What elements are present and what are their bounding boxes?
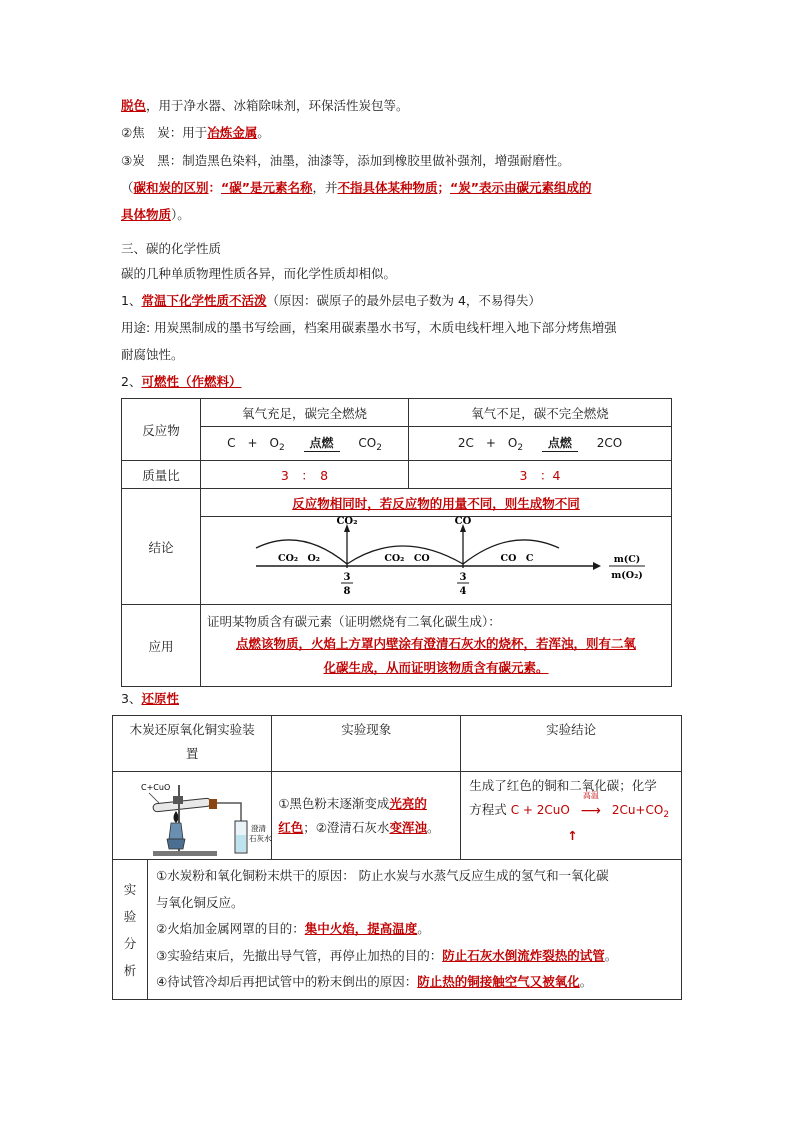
region-1-label: CO₂ O₂ — [278, 552, 320, 564]
eq2-left: 2C + O — [457, 436, 518, 450]
application-red-1 — [207, 631, 665, 657]
side-char-4: 析 — [123, 962, 137, 978]
analysis-side-label — [113, 860, 148, 1000]
analysis-4-end: 。 — [579, 974, 593, 990]
apparatus-diagram — [113, 773, 272, 859]
analysis-cell — [148, 860, 682, 1000]
combustion-table — [121, 398, 672, 687]
conclusion-text-cell — [201, 489, 672, 517]
region-2-label: CO₂ CO — [384, 552, 430, 564]
eq2-right: 2CO — [596, 436, 623, 450]
axis-arrowhead — [593, 562, 601, 570]
decolor-term: 脱色 — [121, 98, 147, 113]
phen-text-3: 。 — [426, 819, 440, 835]
analysis-4-text: ④待试管冷却后再把试管中的粉末倒出的原因： — [156, 974, 418, 990]
analysis-3 — [156, 943, 673, 970]
limewater-fill — [236, 835, 246, 852]
phen-text-2: ；②澄清石灰水 — [303, 819, 390, 835]
apparatus-cell — [113, 772, 272, 860]
tick-2-numerator: 3 — [459, 571, 467, 583]
analysis-1-line-1: ①水炭粉和氧化铜粉末烘干的原因： 防止水炭与水蒸气反应生成的氢气和一氧化碳 — [156, 868, 609, 884]
property-3 — [121, 690, 179, 708]
note-part-2: 不指具体某种物质 — [337, 180, 438, 195]
apparatus-label-limewater-1: 澄清 — [251, 823, 266, 833]
concl-equation-label: 方程式 — [469, 802, 507, 817]
head-conclusion: 实验结论 — [461, 716, 682, 772]
analysis-1-line-2: 与氧化铜反应。 — [156, 894, 244, 910]
concl-gas-arrow: ↑ — [567, 828, 578, 843]
stand-base-icon — [153, 851, 217, 856]
analysis-3-end: 。 — [604, 947, 618, 963]
head-apparatus-l2: 置 — [185, 746, 199, 761]
row-label-application: 应用 — [122, 605, 201, 687]
axis-denominator: m(O₂) — [611, 569, 643, 581]
property-2-title: 可燃性（作燃料） — [141, 374, 242, 389]
concl-eq-right: 2Cu+CO — [611, 803, 664, 817]
reduction-table — [112, 715, 682, 1000]
application-line: 证明某物质含有碳元素（证明燃烧有二氧化碳生成）： — [207, 613, 501, 629]
property-2 — [121, 373, 241, 391]
concl-eq-condition: 高温 — [582, 790, 599, 800]
apparatus-label-c-cuo: C+CuO — [141, 782, 171, 792]
tick-1-denominator: 8 — [343, 585, 351, 597]
note-part-1: “碳”是元素名称 — [221, 180, 313, 195]
analysis-2-text: ②火焰加金属网罩的目的： — [156, 921, 305, 937]
property-3-num: 3、 — [121, 691, 142, 706]
concl-eq-left: C + 2CuO — [510, 803, 570, 817]
equation-complete — [201, 427, 409, 461]
eq2-condition — [531, 434, 589, 452]
note-part-4: 具体物质 — [121, 207, 172, 222]
col-head-complete: 氧气充足，碳完全燃烧 — [201, 399, 409, 427]
label-co2-top: CO₂ — [336, 515, 358, 527]
label-co-top: CO — [454, 515, 472, 527]
analysis-4 — [156, 969, 673, 996]
apparatus-label-limewater-2: 石灰水 — [249, 833, 272, 843]
phen-red-3: 变浑浊 — [389, 819, 427, 835]
analysis-3-text: ③实验结束后，先撤出导气管，再停止加热的目的： — [156, 947, 443, 963]
lamp-icon — [169, 823, 183, 839]
application-red-2-text: 化碳生成，从而证明该物质含有碳元素。 — [323, 659, 549, 675]
phen-red-2: 红色 — [278, 819, 304, 835]
property-1 — [121, 292, 541, 310]
row-label-mass: 质量比 — [122, 461, 201, 489]
note-join: ，并 — [312, 180, 338, 195]
phen-text-1: ①黑色粉末逐渐变成 — [278, 795, 390, 811]
region-3-label: CO C — [500, 552, 534, 564]
property-1-num: 1、 — [121, 293, 142, 308]
property-1-title: 常温下化学性质不活泼 — [141, 293, 267, 308]
side-char-3: 分 — [123, 935, 137, 951]
conclusion-text: 反应物相同时，若反应物的用量不同，则生成物不同 — [292, 495, 580, 511]
col-head-incomplete: 氧气不足，碳不完全燃烧 — [409, 399, 672, 427]
note-close: ）。 — [171, 207, 190, 222]
head-phenomenon: 实验现象 — [272, 716, 461, 772]
tick-1-numerator: 3 — [343, 571, 351, 583]
analysis-4-answer: 防止热的铜接触空气又被氧化 — [417, 974, 580, 990]
conclusion-cell — [461, 772, 682, 860]
conclusion-diagram-cell — [201, 517, 672, 605]
carbon-distinction-note — [121, 179, 591, 197]
side-char-1: 实 — [123, 881, 137, 897]
side-char-2: 验 — [123, 908, 137, 924]
concl-eq-arrow: 高温 ⟶ — [574, 799, 608, 823]
application-cell — [201, 605, 672, 687]
concl-eq-sub: 2 — [663, 810, 670, 820]
concl-line-2 — [469, 790, 673, 827]
coke-label: ②焦 炭：用于 — [121, 125, 208, 140]
eq1-condition — [293, 434, 351, 452]
property-1-reason: （原因：碳原子的最外层电子数为 4，不易得失） — [266, 293, 541, 308]
product-diagram — [201, 515, 671, 604]
usage-line-2: 耐腐蚀性。 — [121, 347, 184, 362]
intro-line-1-text: ，用于净水器、冰箱除味剂，环保活性炭包等。 — [146, 98, 409, 113]
eq1-right-sub: 2 — [376, 443, 382, 453]
axis-numerator: m(C) — [613, 553, 641, 565]
note-title: 碳和炭的区别 — [133, 180, 209, 195]
row-label-reactant: 反应物 — [122, 399, 201, 461]
phenomenon-cell — [272, 772, 461, 860]
stopper-icon — [209, 799, 217, 809]
tick-2-denominator: 4 — [459, 585, 467, 597]
mass-ratio-incomplete: 3 ：4 — [409, 461, 672, 489]
note-colon: ： — [208, 180, 222, 195]
section-summary: 碳的几种单质物理性质各异，而化学性质却相似。 — [121, 266, 397, 281]
analysis-2-end: 。 — [417, 921, 430, 937]
note-part-3: “炭”表示由碳元素组成的 — [450, 180, 592, 195]
intro-line-2 — [121, 124, 270, 142]
analysis-3-answer: 防止石灰水倒流炸裂热的试管 — [442, 947, 605, 963]
eq1-condition-text: 点燃 — [304, 434, 340, 452]
carbon-distinction-note-cont — [121, 206, 190, 224]
property-2-num: 2、 — [121, 374, 142, 389]
equation-incomplete — [409, 427, 672, 461]
head-apparatus-l1: 木炭还原氧化铜实验装 — [129, 722, 255, 737]
coke-use: 冶炼金属 — [207, 125, 258, 140]
eq1-left: C + O — [227, 436, 279, 450]
section-title: 三、碳的化学性质 — [121, 241, 222, 256]
flame-icon — [174, 811, 179, 823]
intro-line-3: ③炭 黑：制造黑色染料，油墨，油漆等，添加到橡胶里做补强剂，增强耐磨性。 — [121, 153, 570, 168]
intro-line-2-end: 。 — [257, 125, 270, 140]
head-apparatus — [113, 716, 272, 772]
eq2-condition-text: 点燃 — [542, 434, 578, 452]
usage-line-1: 用途: 用炭黑制成的墨书写绘画，档案用碳素墨水书写，木质电线杆埋入地下部分烤焦増强 — [121, 320, 617, 335]
eq1-sub: 2 — [278, 443, 285, 453]
note-semicolon: ； — [437, 180, 451, 195]
eq1-right: CO — [358, 436, 377, 450]
lamp-base-icon — [167, 839, 185, 849]
application-red-1-text: 点燃该物质，火焰上方罩内壁涂有澄清石灰水的烧杯，若浑浊，则有二氧 — [235, 635, 636, 651]
concl-line-1: 生成了红色的铜和二氧化碳；化学 — [469, 778, 657, 793]
application-red-2 — [207, 657, 665, 679]
note-open: （ — [121, 180, 134, 195]
intro-line-1 — [121, 97, 409, 115]
phen-red-1: 光亮的 — [389, 795, 427, 811]
eq2-sub: 2 — [517, 443, 524, 453]
analysis-2 — [156, 916, 673, 943]
analysis-2-answer: 集中火焰，提高温度 — [304, 921, 418, 937]
apparatus-pointer — [149, 793, 159, 803]
property-3-title: 还原性 — [141, 691, 179, 706]
mass-ratio-complete: 3 ： 8 — [201, 461, 409, 489]
row-label-conclusion: 结论 — [122, 489, 201, 605]
